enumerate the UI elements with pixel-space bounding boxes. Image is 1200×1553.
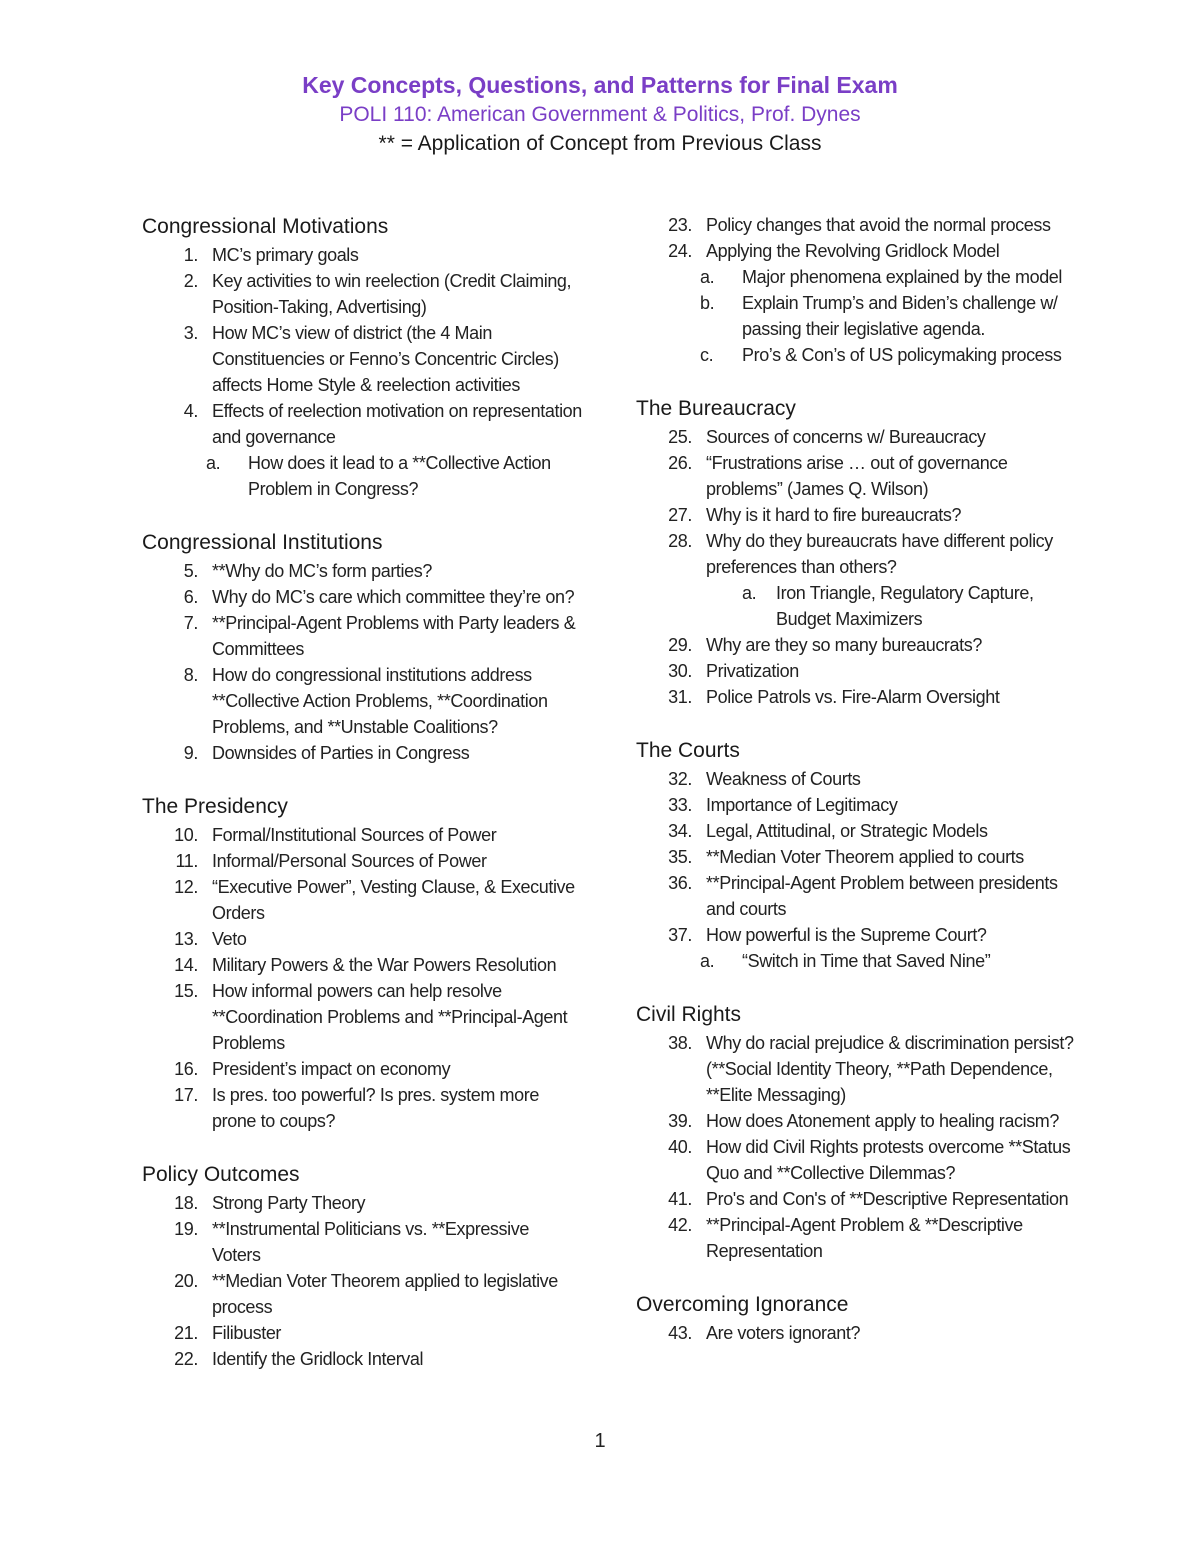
item-text: **Why do MC’s form parties? xyxy=(212,561,432,581)
item-list xyxy=(636,1030,1076,1264)
page-number: 1 xyxy=(594,1430,606,1452)
list-item xyxy=(142,268,582,320)
item-text: How does Atonement apply to healing racism? xyxy=(706,1111,1060,1131)
item-number: 18. xyxy=(174,1193,198,1213)
left-column xyxy=(142,212,582,1398)
list-item xyxy=(142,662,582,740)
section-title: Congressional Motivations xyxy=(142,215,389,238)
sub-item-letter: b. xyxy=(700,293,715,313)
item-number: 20. xyxy=(174,1271,198,1291)
list-item xyxy=(142,952,582,978)
sub-item xyxy=(142,450,582,502)
section-title: The Courts xyxy=(636,739,740,762)
sub-item-text: “Switch in Time that Saved Nine” xyxy=(742,951,991,971)
sub-item xyxy=(636,264,1076,290)
section-the-courts xyxy=(636,736,1076,974)
sub-item-text: Iron Triangle, Regulatory Capture, Budget Maximizers xyxy=(776,583,1034,629)
item-text: Policy changes that avoid the normal process xyxy=(706,215,1051,235)
item-number: 33. xyxy=(668,795,692,815)
item-text: Why are they so many bureaucrats? xyxy=(706,635,982,655)
item-number: 40. xyxy=(668,1137,692,1157)
item-number: 5. xyxy=(183,561,198,581)
item-text: Pro's and Con's of **Descriptive Representation xyxy=(706,1189,1069,1209)
item-list xyxy=(142,1190,582,1372)
list-item xyxy=(142,320,582,398)
right-column xyxy=(636,212,1076,1372)
list-item xyxy=(142,1082,582,1134)
item-text: Weakness of Courts xyxy=(706,769,861,789)
list-item xyxy=(142,242,582,268)
item-number: 15. xyxy=(174,981,198,1001)
item-list xyxy=(142,242,582,502)
item-number: 41. xyxy=(668,1189,692,1209)
section-the-presidency xyxy=(142,792,582,1134)
list-item xyxy=(142,558,582,584)
list-item xyxy=(142,1268,582,1320)
item-text: Military Powers & the War Powers Resolution xyxy=(212,955,557,975)
item-number: 29. xyxy=(668,635,692,655)
list-item xyxy=(636,212,1076,238)
section-policy-outcomes xyxy=(142,1160,582,1372)
item-number: 36. xyxy=(668,873,692,893)
item-number: 22. xyxy=(174,1349,198,1369)
section-the-bureaucracy xyxy=(636,394,1076,710)
section-overcoming-ignorance xyxy=(636,1290,1076,1346)
item-text: **Median Voter Theorem applied to courts xyxy=(706,847,1024,867)
item-text: **Principal-Agent Problem & **Descriptive Representation xyxy=(706,1215,1023,1261)
item-text: Sources of concerns w/ Bureaucracy xyxy=(706,427,986,447)
list-item xyxy=(142,740,582,766)
item-text: Formal/Institutional Sources of Power xyxy=(212,825,497,845)
document-title: Key Concepts, Questions, and Patterns for Final Exam xyxy=(302,72,898,98)
item-number: 38. xyxy=(668,1033,692,1053)
sub-item xyxy=(636,290,1076,342)
item-number: 8. xyxy=(183,665,198,685)
list-item xyxy=(636,1186,1076,1212)
sub-item-text: How does it lead to a **Collective Action Problem in Congress? xyxy=(248,453,551,499)
item-text: Applying the Revolving Gridlock Model xyxy=(706,241,1000,261)
item-number: 43. xyxy=(668,1323,692,1343)
item-text: “Frustrations arise … out of governance problems” (James Q. Wilson) xyxy=(706,453,1008,499)
item-number: 34. xyxy=(668,821,692,841)
item-list xyxy=(142,558,582,766)
section-title: Civil Rights xyxy=(636,1003,742,1026)
item-number: 31. xyxy=(668,687,692,707)
sub-item-letter: a. xyxy=(206,453,221,473)
item-text: Why do MC’s care which committee they’re on? xyxy=(212,587,575,607)
item-text: Is pres. too powerful? Is pres. system more prone to coups? xyxy=(212,1085,539,1131)
list-item xyxy=(636,684,1076,710)
item-text: Veto xyxy=(212,929,247,949)
item-number: 17. xyxy=(174,1085,198,1105)
sub-item xyxy=(636,948,1076,974)
item-number: 30. xyxy=(668,661,692,681)
list-item xyxy=(142,1190,582,1216)
section-title: Policy Outcomes xyxy=(142,1163,300,1186)
item-number: 42. xyxy=(668,1215,692,1235)
item-text: Legal, Attitudinal, or Strategic Models xyxy=(706,821,988,841)
item-number: 13. xyxy=(174,929,198,949)
item-number: 2. xyxy=(183,271,198,291)
sub-item-text: Pro’s & Con’s of US policymaking process xyxy=(742,345,1062,365)
list-item xyxy=(636,450,1076,502)
list-item xyxy=(142,1346,582,1372)
list-item xyxy=(636,424,1076,450)
list-item xyxy=(142,584,582,610)
list-item xyxy=(142,1320,582,1346)
list-item xyxy=(636,792,1076,818)
item-number: 11. xyxy=(175,851,198,871)
item-number: 10. xyxy=(174,825,198,845)
item-text: Identify the Gridlock Interval xyxy=(212,1349,424,1369)
item-number: 35. xyxy=(668,847,692,867)
item-number: 19. xyxy=(174,1219,198,1239)
item-text: How informal powers can help resolve **Coordination Problems and **Principal-Agent Problems xyxy=(212,981,568,1053)
item-text: Downsides of Parties in Congress xyxy=(212,743,470,763)
sub-item-letter: c. xyxy=(700,345,714,365)
item-number: 39. xyxy=(668,1111,692,1131)
item-number: 4. xyxy=(183,401,198,421)
list-item xyxy=(142,822,582,848)
item-text: **Instrumental Politicians vs. **Expressive Voters xyxy=(212,1219,529,1265)
item-number: 23. xyxy=(668,215,692,235)
list-item xyxy=(636,870,1076,922)
item-text: Key activities to win reelection (Credit Claiming, Position-Taking, Advertising) xyxy=(212,271,572,317)
list-item xyxy=(636,632,1076,658)
list-item xyxy=(636,1212,1076,1264)
item-number: 16. xyxy=(174,1059,198,1079)
item-text: **Principal-Agent Problem between presidents and courts xyxy=(706,873,1058,919)
section-title: The Bureaucracy xyxy=(636,397,796,420)
item-text: “Executive Power”, Vesting Clause, & Executive Orders xyxy=(212,877,575,923)
item-number: 7. xyxy=(183,613,198,633)
item-text: How powerful is the Supreme Court? xyxy=(706,925,987,945)
item-list xyxy=(636,424,1076,710)
item-text: Are voters ignorant? xyxy=(706,1323,861,1343)
item-text: How do congressional institutions address **Collective Action Problems, **Coordination Problems, and **Unstable Coalitions? xyxy=(212,665,548,737)
list-item xyxy=(636,502,1076,528)
item-number: 9. xyxy=(183,743,198,763)
item-list xyxy=(636,212,1076,368)
item-list xyxy=(142,822,582,1134)
list-item xyxy=(636,658,1076,684)
sub-item-text: Major phenomena explained by the model xyxy=(742,267,1063,287)
list-item xyxy=(142,1216,582,1268)
list-item xyxy=(636,844,1076,870)
list-item xyxy=(142,926,582,952)
sub-item-text: Explain Trump’s and Biden’s challenge w/ passing their legislative agenda. xyxy=(742,293,1058,339)
item-text: How MC’s view of district (the 4 Main Constituencies or Fenno’s Concentric Circles) affects Home Style & reelection activities xyxy=(212,323,559,395)
section-title: Overcoming Ignorance xyxy=(636,1293,849,1316)
list-item xyxy=(636,528,1076,580)
sub-item-letter: a. xyxy=(700,267,715,287)
item-text: Police Patrols vs. Fire-Alarm Oversight xyxy=(706,687,1000,707)
item-text: **Principal-Agent Problems with Party leaders & Committees xyxy=(212,613,576,659)
list-item xyxy=(142,1056,582,1082)
item-number: 1. xyxy=(183,245,198,265)
item-number: 27. xyxy=(668,505,692,525)
item-text: Informal/Personal Sources of Power xyxy=(212,851,487,871)
sub-item-letter: a. xyxy=(700,951,715,971)
item-text: Filibuster xyxy=(212,1323,282,1343)
item-number: 14. xyxy=(174,955,198,975)
item-list xyxy=(636,766,1076,974)
list-item xyxy=(636,238,1076,264)
section-title: Congressional Institutions xyxy=(142,531,383,554)
section-congressional-motivations xyxy=(142,212,582,502)
item-text: **Median Voter Theorem applied to legislative process xyxy=(212,1271,558,1317)
list-item xyxy=(142,874,582,926)
list-item xyxy=(636,818,1076,844)
item-number: 21. xyxy=(174,1323,198,1343)
item-text: Importance of Legitimacy xyxy=(706,795,898,815)
item-text: Why do racial prejudice & discrimination persist? (**Social Identity Theory, **Path Dependence, **Elite Messaging) xyxy=(706,1033,1074,1105)
list-item xyxy=(142,610,582,662)
section-civil-rights xyxy=(636,1000,1076,1264)
item-text: Why do they bureaucrats have different policy preferences than others? xyxy=(706,531,1053,577)
list-item xyxy=(636,1320,1076,1346)
item-text: Why is it hard to fire bureaucrats? xyxy=(706,505,962,525)
item-number: 6. xyxy=(183,587,198,607)
section-congressional-institutions xyxy=(142,528,582,766)
sub-item xyxy=(636,580,1076,632)
legend-note: ** = Application of Concept from Previous Class xyxy=(378,132,822,155)
item-number: 32. xyxy=(668,769,692,789)
item-text: MC’s primary goals xyxy=(212,245,359,265)
document-header xyxy=(0,70,1200,158)
sub-item xyxy=(636,342,1076,368)
list-item xyxy=(142,848,582,874)
item-number: 3. xyxy=(183,323,198,343)
item-number: 24. xyxy=(668,241,692,261)
course-subtitle: POLI 110: American Government & Politics, Prof. Dynes xyxy=(339,103,861,126)
item-text: Privatization xyxy=(706,661,799,681)
sub-item-letter: a. xyxy=(742,583,757,603)
item-number: 37. xyxy=(668,925,692,945)
item-number: 12. xyxy=(174,877,198,897)
item-number: 26. xyxy=(668,453,692,473)
section-policy-outcomes-continued xyxy=(636,212,1076,368)
list-item xyxy=(142,398,582,450)
item-text: Strong Party Theory xyxy=(212,1193,366,1213)
item-text: How did Civil Rights protests overcome **Status Quo and **Collective Dilemmas? xyxy=(706,1137,1071,1183)
list-item xyxy=(636,922,1076,948)
list-item xyxy=(636,766,1076,792)
section-title: The Presidency xyxy=(142,795,288,818)
list-item xyxy=(636,1134,1076,1186)
list-item xyxy=(142,978,582,1056)
item-text: Effects of reelection motivation on representation and governance xyxy=(212,401,582,447)
item-text: President’s impact on economy xyxy=(212,1059,451,1079)
item-list xyxy=(636,1320,1076,1346)
item-number: 28. xyxy=(668,531,692,551)
item-number: 25. xyxy=(668,427,692,447)
list-item xyxy=(636,1108,1076,1134)
list-item xyxy=(636,1030,1076,1108)
